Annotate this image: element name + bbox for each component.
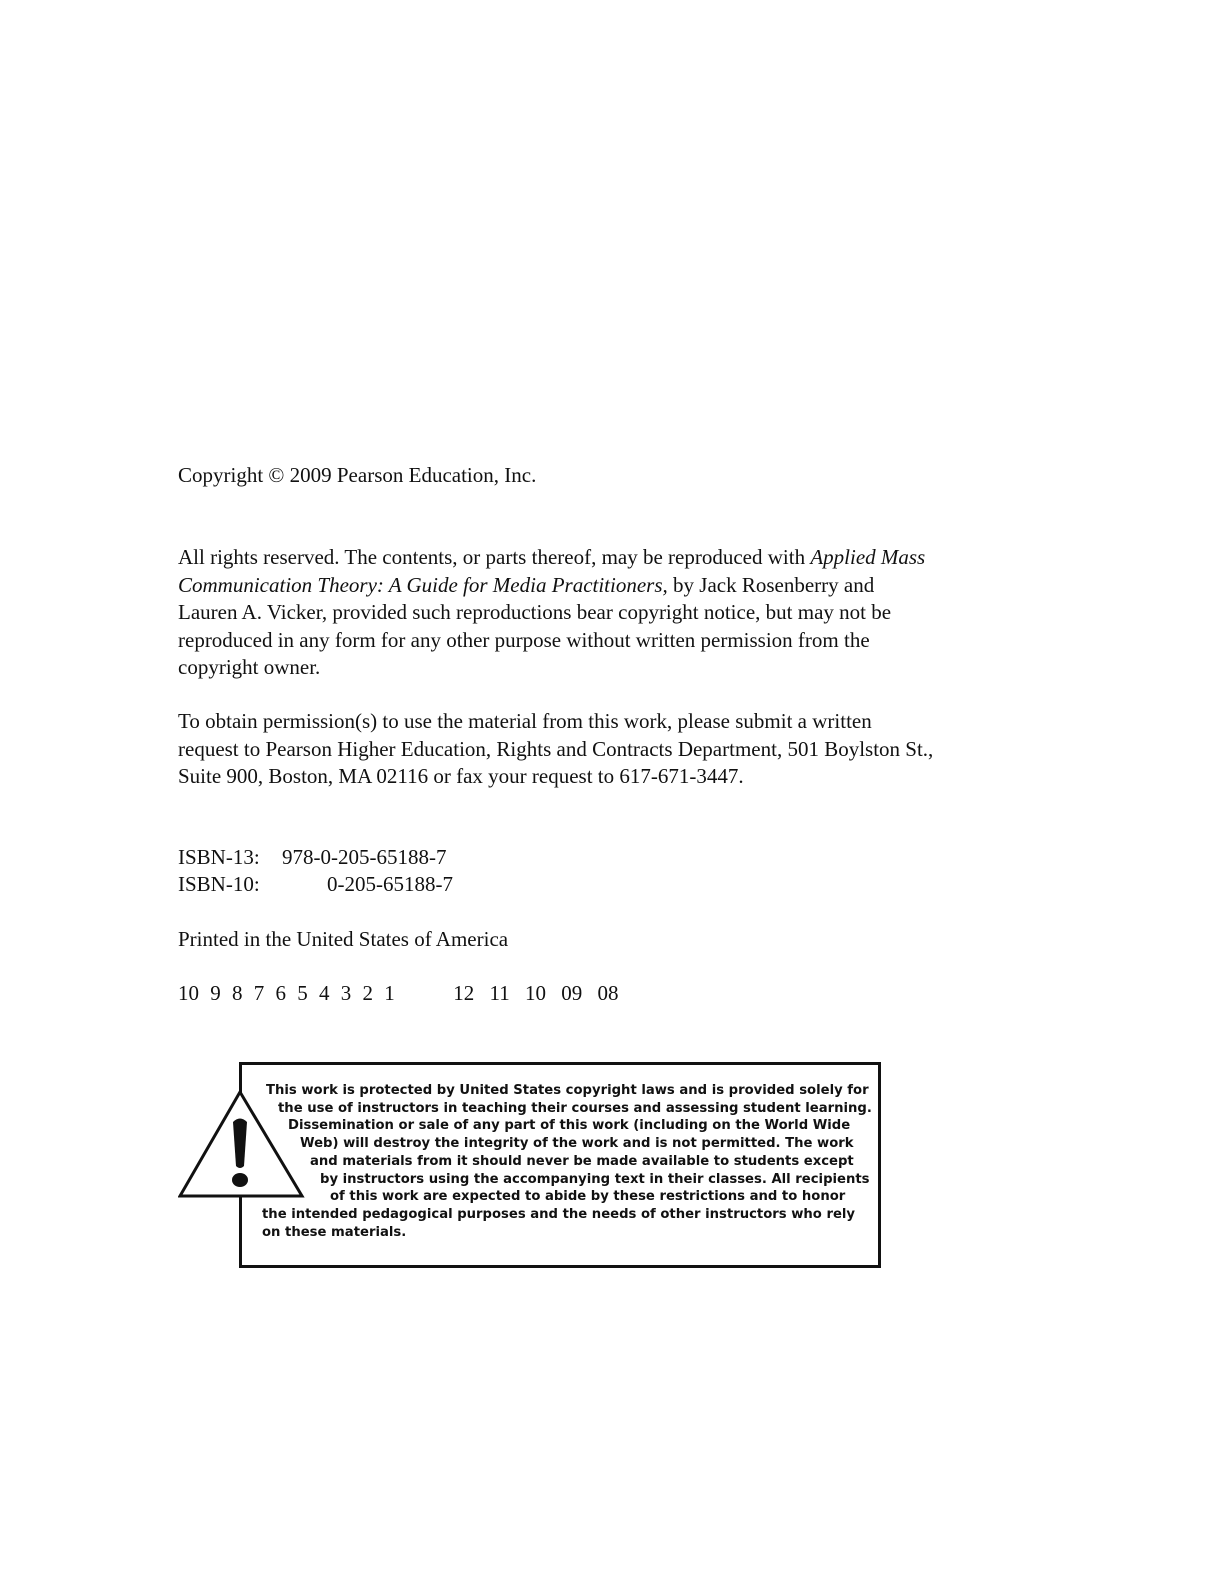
isbn-10-label: ISBN-10: bbox=[178, 872, 260, 896]
year-number: 10 bbox=[524, 981, 546, 1005]
rights-line-2 bbox=[178, 572, 1058, 600]
copyright-line: Copyright © 2009 Pearson Education, Inc. bbox=[178, 463, 537, 487]
rights-line-5: copyright owner. bbox=[178, 655, 321, 679]
isbn-13-label: ISBN-13: bbox=[178, 845, 260, 869]
isbn-10-row bbox=[178, 871, 453, 899]
year-number: 11 bbox=[489, 981, 510, 1005]
warning-line: This work is protected by United States copyright laws and is provided solely for bbox=[266, 1083, 869, 1098]
impression-number: 1 bbox=[384, 981, 395, 1005]
permission-line-3: Suite 900, Boston, MA 02116 or fax your request to 617-671-3447. bbox=[178, 764, 744, 788]
warning-line: and materials from it should never be made available to students except bbox=[310, 1153, 854, 1169]
printed-in-line: Printed in the United States of America bbox=[178, 927, 509, 951]
warning-line: of this work are expected to abide by these restrictions and to honor bbox=[330, 1189, 846, 1205]
impression-number: 8 bbox=[232, 981, 243, 1005]
warning-line: on these materials. bbox=[262, 1224, 407, 1240]
rights-line-3: Lauren A. Vicker, provided such reproductions bear copyright notice, but may not be bbox=[178, 600, 892, 624]
warning-line: Web) will destroy the integrity of the work and is not permitted. The work bbox=[300, 1136, 854, 1152]
permission-line-2: request to Pearson Higher Education, Rights and Contracts Department, 501 Boylston St., bbox=[178, 736, 934, 761]
rights-line-4: reproduced in any form for any other purpose without written permission from the bbox=[178, 627, 870, 652]
isbn-13-row bbox=[178, 844, 446, 872]
impression-number: 7 bbox=[253, 981, 265, 1005]
warning-line: the intended pedagogical purposes and the needs of other instructors who rely bbox=[262, 1206, 856, 1222]
rights-paragraph bbox=[178, 544, 1058, 682]
impression-number: 4 bbox=[319, 981, 330, 1005]
printer-key-line bbox=[178, 981, 624, 1006]
permission-line-1: To obtain permission(s) to use the material from this work, please submit a written bbox=[178, 709, 872, 733]
warning-line: by instructors using the accompanying text in their classes. All recipients bbox=[320, 1171, 870, 1187]
warning-line: the use of instructors in teaching their courses and assessing student learning. bbox=[278, 1100, 872, 1116]
year-number: 08 bbox=[597, 981, 619, 1005]
impression-number: 9 bbox=[210, 981, 221, 1005]
rights-line-2-text: by Jack Rosenberry and bbox=[667, 572, 875, 597]
year-number: 09 bbox=[561, 981, 583, 1005]
permission-paragraph bbox=[178, 708, 1058, 791]
rights-line-1 bbox=[178, 544, 1058, 572]
impression-number: 6 bbox=[275, 981, 286, 1005]
book-title-part-2: Communication Theory: A Guide for Media Practitioners, bbox=[178, 572, 668, 597]
impression-number: 5 bbox=[297, 981, 308, 1005]
book-title-part-1: Applied Mass bbox=[810, 545, 926, 569]
impression-number: 3 bbox=[340, 981, 352, 1005]
year-number: 12 bbox=[453, 981, 475, 1005]
impression-number: 2 bbox=[362, 981, 373, 1005]
impression-number: 10 bbox=[178, 981, 199, 1005]
warning-line: Dissemination or sale of any part of this work (including on the World Wide bbox=[288, 1118, 851, 1134]
isbn-10-value: 0-205-65188-7 bbox=[327, 872, 453, 896]
rights-line-1-text: All rights reserved. The contents, or parts thereof, may be reproduced with bbox=[178, 545, 811, 569]
isbn-13-value: 978-0-205-65188-7 bbox=[282, 845, 447, 869]
copyright-warning-text bbox=[258, 1082, 870, 1241]
